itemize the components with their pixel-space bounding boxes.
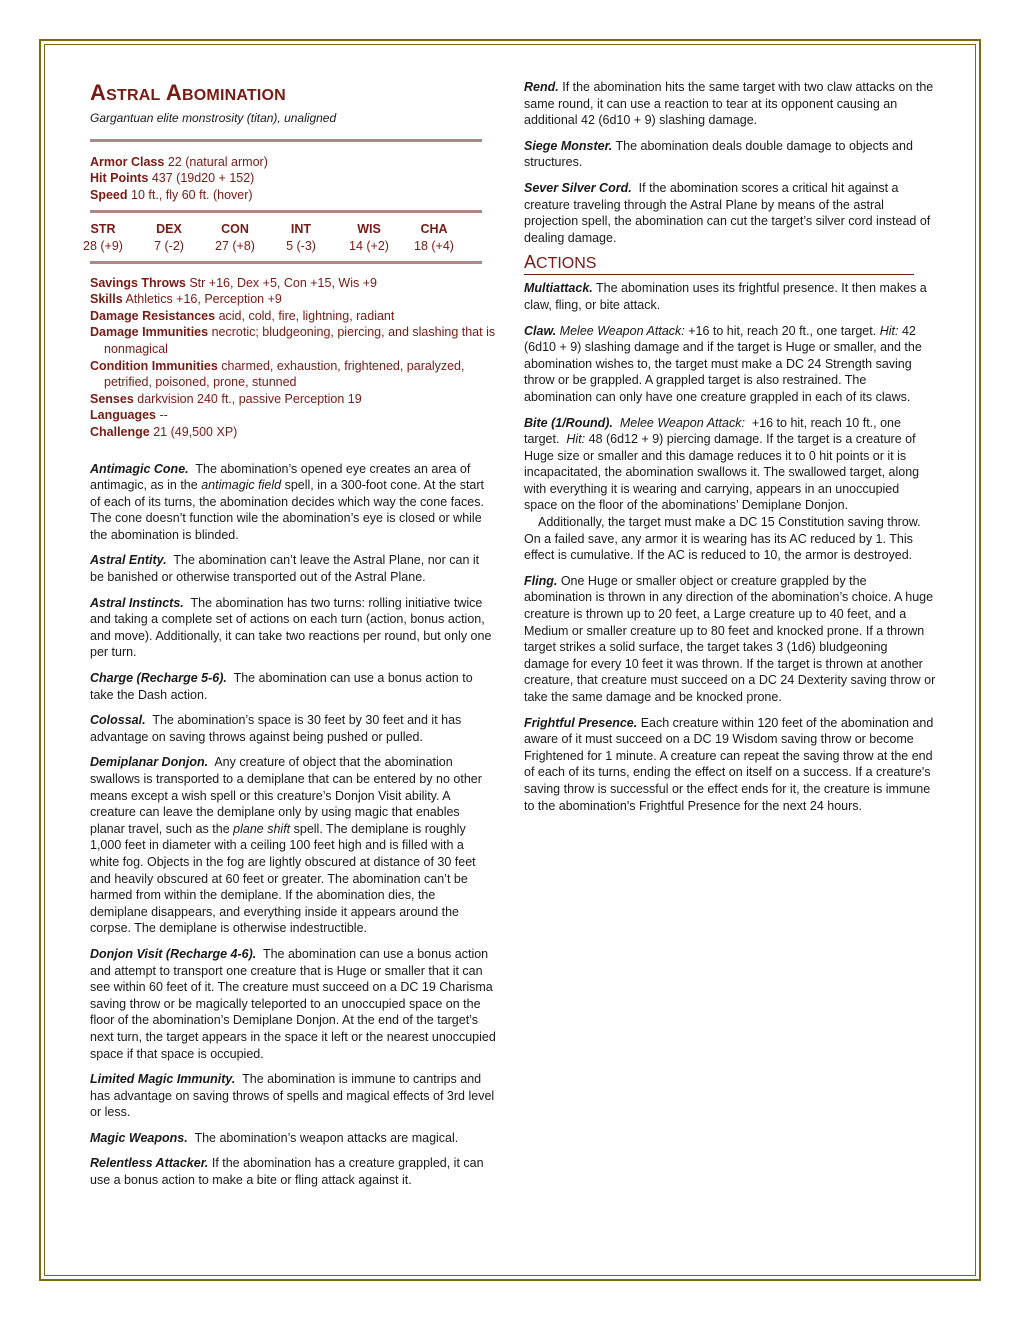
- divider: [90, 139, 482, 142]
- trait-charge: Charge (Recharge 5-6). The abomination can use a bonus action to take the Dash action.: [90, 671, 473, 702]
- skills: Skills Athletics +16, Perception +9: [90, 292, 282, 307]
- action-claw: Claw. Melee Weapon Attack: +16 to hit, reach 20 ft., one target. Hit: 42 (6d10 + 9) slashing damage and if the target is Huge or smaller, and the abomination wishes to, the target must make a DC 24 Strength saving throw or be grappled. A grappled target is also restrained. The abomination can only have one creature grappled in each of its claws.: [524, 323, 922, 404]
- right-column: [524, 79, 936, 814]
- action-frightful-presence: Frightful Presence. Each creature within 120 feet of the abomination and aware of it must succeed on a DC 19 Wisdom saving throw or become Frightened for 1 minute. A creature can repeat the saving throw at the end of each of its turns, ending the effect on itself on a success. If a creature's saving throw is successful or the effect ends for it, the creature is immune to the abomination's Frightful Presence for the next 24 hours.: [524, 715, 934, 813]
- damage-resistances: Damage Resistances acid, cold, fire, lightning, radiant: [90, 308, 395, 323]
- trait-astral-entity: Astral Entity. The abomination can’t leave the Astral Plane, nor can it be banished or otherwise transported out of the Astral Plane.: [90, 553, 480, 585]
- action-fling: Fling. One Huge or smaller object or creature grappled by the abomination is thrown in any direction of the abomination’s choice. A huge creature is thrown up to 20 feet, a Large creature up to 40 feet, and a Medium or smaller creature up to 80 feet and knocked prone. If a thrown target strikes a solid surface, the target takes 3 (1d6) bludgeoning damage for every 10 feet it was thrown. If the target is thrown at another creature, that creature must succeed on a DC 24 Dexterity saving throw or take the same damage and be knocked prone.: [524, 573, 936, 704]
- ability-value: 5 (-3): [286, 238, 316, 253]
- languages: Languages --: [90, 408, 168, 423]
- action-bite-extra: Additionally, the target must make a DC 15 Constitution saving throw. On a failed save, any armor it is wearing has its AC reduced by 1. This effect is cumulative. If the AC is reduced to 10, the armor is destroyed.: [524, 515, 921, 563]
- condition-immunities: Condition Immunities charmed, exhaustion, frightened, paralyzed, petrified, poisoned, prone, stunned: [90, 358, 465, 390]
- divider: [90, 261, 482, 264]
- trait-siege-monster: Siege Monster. The abomination deals double damage to objects and structures.: [524, 138, 913, 170]
- ability-value: 18 (+4): [414, 238, 454, 253]
- trait-limited-magic-immunity: Limited Magic Immunity. The abomination is immune to cantrips and has advantage on saving throws of spells and magical effects of 3rd level or less.: [90, 1072, 495, 1120]
- hit-points: Hit Points 437 (19d20 + 152): [90, 171, 255, 186]
- ability-header: STR: [90, 222, 116, 237]
- trait-sever-silver-cord: Sever Silver Cord. If the abomination scores a critical hit against a creature traveling through the Astral Plane by means of the astral projection spell, the abomination can cut the target’s silver cord instead of dealing damage.: [524, 180, 931, 245]
- ability-header: DEX: [156, 222, 182, 237]
- monster-name: ASTRAL ABOMINATION: [90, 80, 286, 105]
- left-column: [83, 80, 496, 1189]
- trait-relentless-attacker: Relentless Attacker. If the abomination has a creature grappled, it can use a bonus action to make a bite or fling attack against it.: [90, 1156, 484, 1188]
- trait-colossal: Colossal. The abomination’s space is 30 feet by 30 feet and it has advantage on saving throws against being pushed or pulled.: [90, 713, 462, 744]
- saving-throws: Savings Throws Str +16, Dex +5, Con +15, Wis +9: [90, 275, 377, 290]
- ability-value: 28 (+9): [83, 238, 123, 253]
- ability-value: 27 (+8): [215, 238, 255, 253]
- armor-class: Armor Class 22 (natural armor): [90, 154, 268, 169]
- trait-rend: Rend. If the abomination hits the same target with two claw attacks on the same round, it can use a reaction to tear at its opponent causing an additional 42 (6d10 + 9) slashing damage.: [524, 80, 934, 128]
- action-bite: Bite (1/Round). Melee Weapon Attack: +16 to hit, reach 10 ft., one target. Hit: 48 (6d12 + 9) piercing damage. If the target is a creature of Huge size or smaller and this damage reduces it to 0 hit points or it is incapacitated, the abomination swallows it. The swallowed target, along with everything it is wearing and carrying, appears in an unoccupied space on the floor of the abominations’ Demiplane Donjon.: [524, 415, 920, 513]
- senses: Senses darkvision 240 ft., passive Perception 19: [90, 391, 362, 406]
- ability-header: CON: [221, 222, 249, 237]
- ability-header: WIS: [357, 222, 381, 237]
- ability-header: INT: [290, 222, 312, 237]
- divider: [90, 210, 482, 213]
- action-multiattack: Multiattack. The abomination uses its frightful presence. It then makes a claw, fling, or bite attack.: [524, 281, 927, 312]
- ability-value: 14 (+2): [349, 238, 389, 253]
- speed: Speed 10 ft., fly 60 ft. (hover): [90, 187, 253, 202]
- ability-scores: [70, 221, 464, 254]
- trait-demiplanar-donjon: Demiplanar Donjon. Any creature of object that the abomination swallows is transported to a demiplane that can be entered by no other means except a wish spell or this creature’s Donjon Visit ability. A creature can leave the demiplane only by using magic that enables planar travel, such as the plane shift spell. The demiplane is roughly 1,000 feet in diameter with a ceiling 100 feet high and is filled with a white fog. Objects in the fog are lightly obscured at distance of 30 feet and heavily obscured at 60 feet or greater. The abomination can’t be harmed from within the demiplane. If the abomination dies, the demiplane disappears, and everything inside it appears around the corpse. The demiplane is otherwise indestructible.: [90, 755, 482, 936]
- actions-heading: ACTIONS: [524, 252, 914, 275]
- damage-immunities: Damage Immunities necrotic; bludgeoning, piercing, and slashing that is nonmagical: [90, 325, 496, 356]
- ability-header: CHA: [420, 222, 448, 237]
- trait-astral-instincts: Astral Instincts. The abomination has two turns: rolling initiative twice and taking a complete set of actions on each turn (action, bonus action, and move). Additionally, it can take two reactions per round, but only one per turn.: [90, 595, 492, 660]
- trait-antimagic-cone: Antimagic Cone. The abomination’s opened eye creates an area of antimagic, as in the antimagic field spell, in a 300-foot cone. At the start of each of its turns, the abomination decides which way the cone faces. The cone doesn’t function wile the abomination’s eye is closed or while the abomination is blinded.: [90, 461, 485, 542]
- ability-value: 7 (-2): [154, 238, 184, 253]
- trait-donjon-visit: Donjon Visit (Recharge 4-6). The abomination can use a bonus action and attempt to transport one creature that is Huge or smaller that it can see within 60 feet of it. The creature must succeed on a DC 19 Charisma saving throw or be magically teleported to an unoccupied space on the floor of the abomination’s Demiplane Donjon. At the end of the target’s next turn, the target appears in the space it left or the nearest unoccupied space if that space is occupied.: [90, 946, 496, 1061]
- challenge: Challenge 21 (49,500 XP): [90, 424, 238, 439]
- monster-type: Gargantuan elite monstrosity (titan), unaligned: [90, 111, 337, 125]
- trait-magic-weapons: Magic Weapons. The abomination’s weapon attacks are magical.: [90, 1130, 459, 1145]
